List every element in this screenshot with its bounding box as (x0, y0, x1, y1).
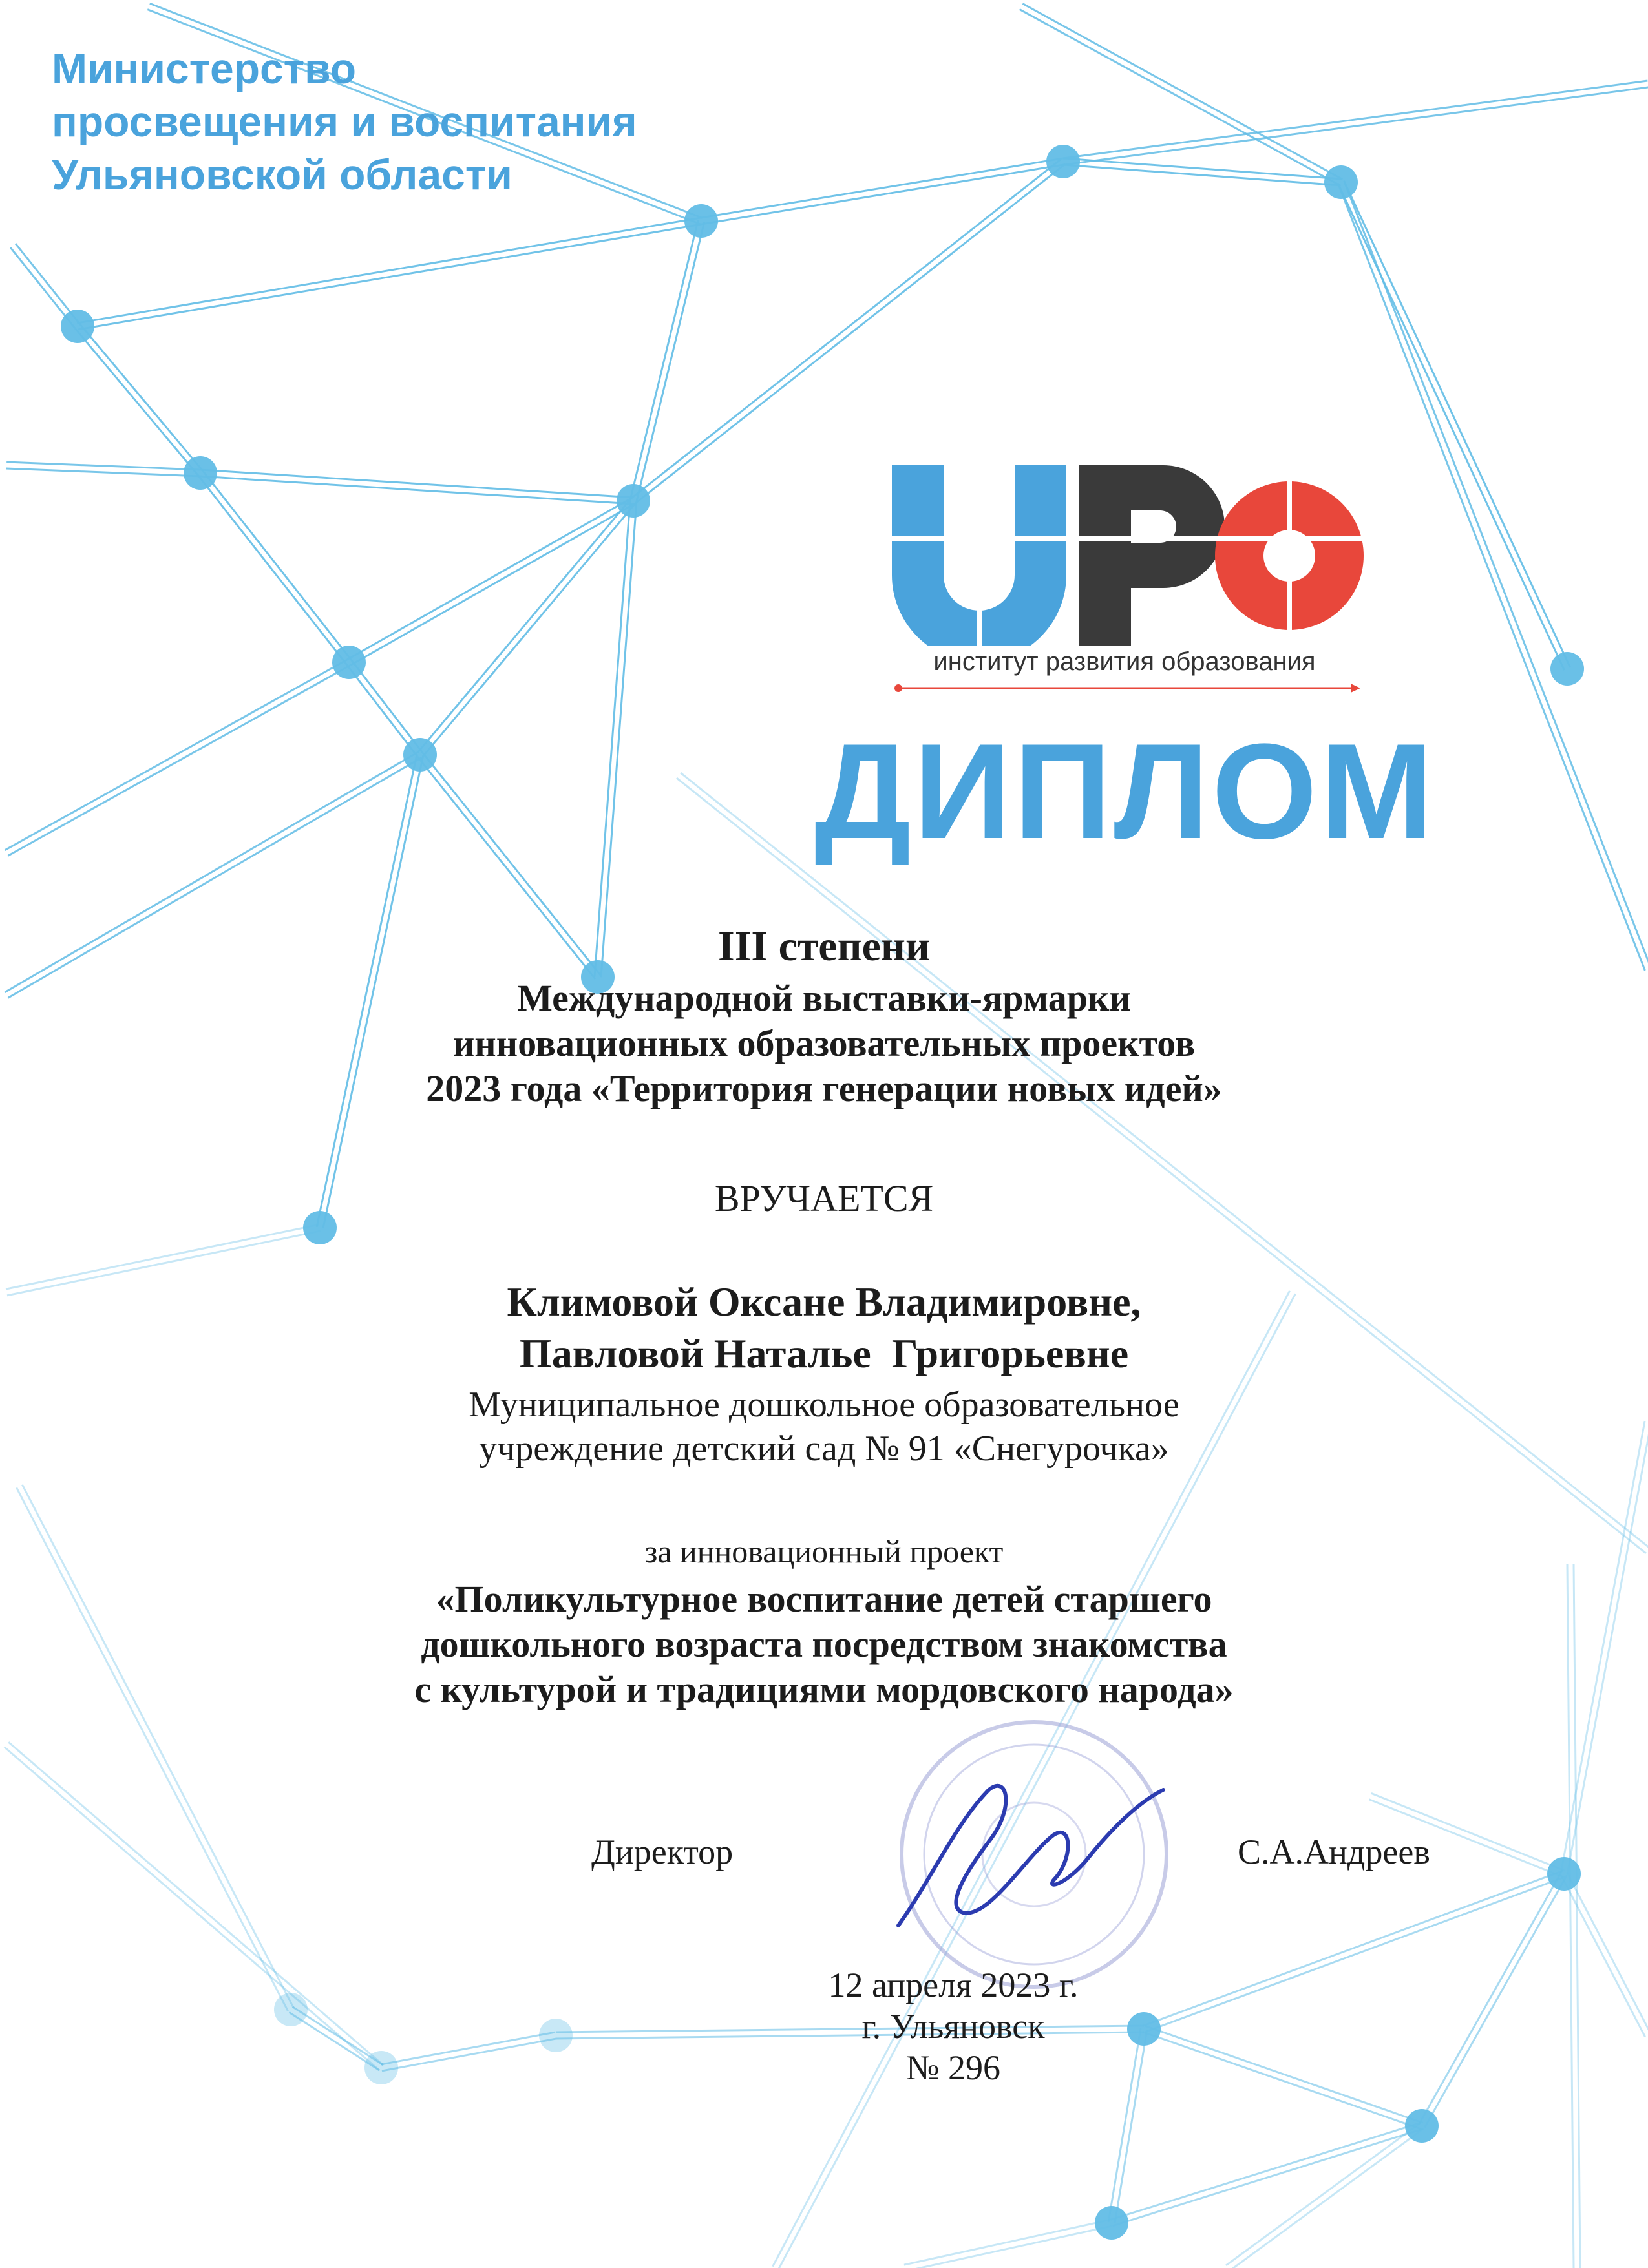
issue-number: № 296 (905, 2048, 1001, 2087)
ministry-heading (52, 42, 827, 201)
event-line-3: 2023 года «Территория генерации новых идей» (426, 1067, 1222, 1109)
signature-scribble (898, 1786, 1163, 1926)
logo-caption: институт развития образования (933, 647, 1316, 676)
institution-line-1: Муниципальное дошкольное образовательное (469, 1385, 1179, 1425)
degree-line: III степени (718, 923, 930, 970)
logo-underline (885, 682, 1364, 695)
irro-logo-mark (885, 452, 1364, 646)
project-title (0, 1577, 1648, 1712)
signer-name: С.А.Андреев (1238, 1832, 1430, 1871)
event-line-2: инновационных образовательных проектов (452, 1022, 1196, 1064)
signer-role: Директор (591, 1832, 734, 1871)
institution-line-2: учреждение детский сад № 91 «Снегурочка» (479, 1429, 1169, 1469)
recipients (0, 1276, 1648, 1380)
ministry-line-1: Министерство (52, 45, 357, 92)
event-line-1: Международной выставки-ярмарки (517, 977, 1131, 1019)
awarded-label: ВРУЧАЕТСЯ (714, 1177, 934, 1219)
issue-city: г. Ульяновск (861, 2007, 1045, 2046)
recipient-1: Климовой Оксане Владимировне, (507, 1279, 1141, 1325)
issue-date: 12 апреля 2023 г. (828, 1966, 1079, 2004)
project-line-3: с культурой и традициями мордовского народа» (414, 1668, 1234, 1710)
ministry-line-2: просвещения и воспитания (52, 98, 637, 145)
event-name (0, 976, 1648, 1111)
diploma-title: ДИПЛОМ (814, 715, 1436, 867)
project-line-2: дошкольного возраста посредством знакомства (421, 1623, 1227, 1665)
project-line-1: «Поликультурное воспитание детей старшего (436, 1578, 1212, 1620)
issue-details (679, 1964, 1228, 2088)
institution (0, 1383, 1648, 1471)
ministry-line-3: Ульяновской области (52, 151, 512, 198)
irro-logo (885, 452, 1377, 698)
official-stamp (860, 1712, 1209, 1997)
recipient-2: Павловой Наталье Григорьевне (519, 1330, 1129, 1376)
for-project-label: за инновационный проект (644, 1533, 1004, 1570)
